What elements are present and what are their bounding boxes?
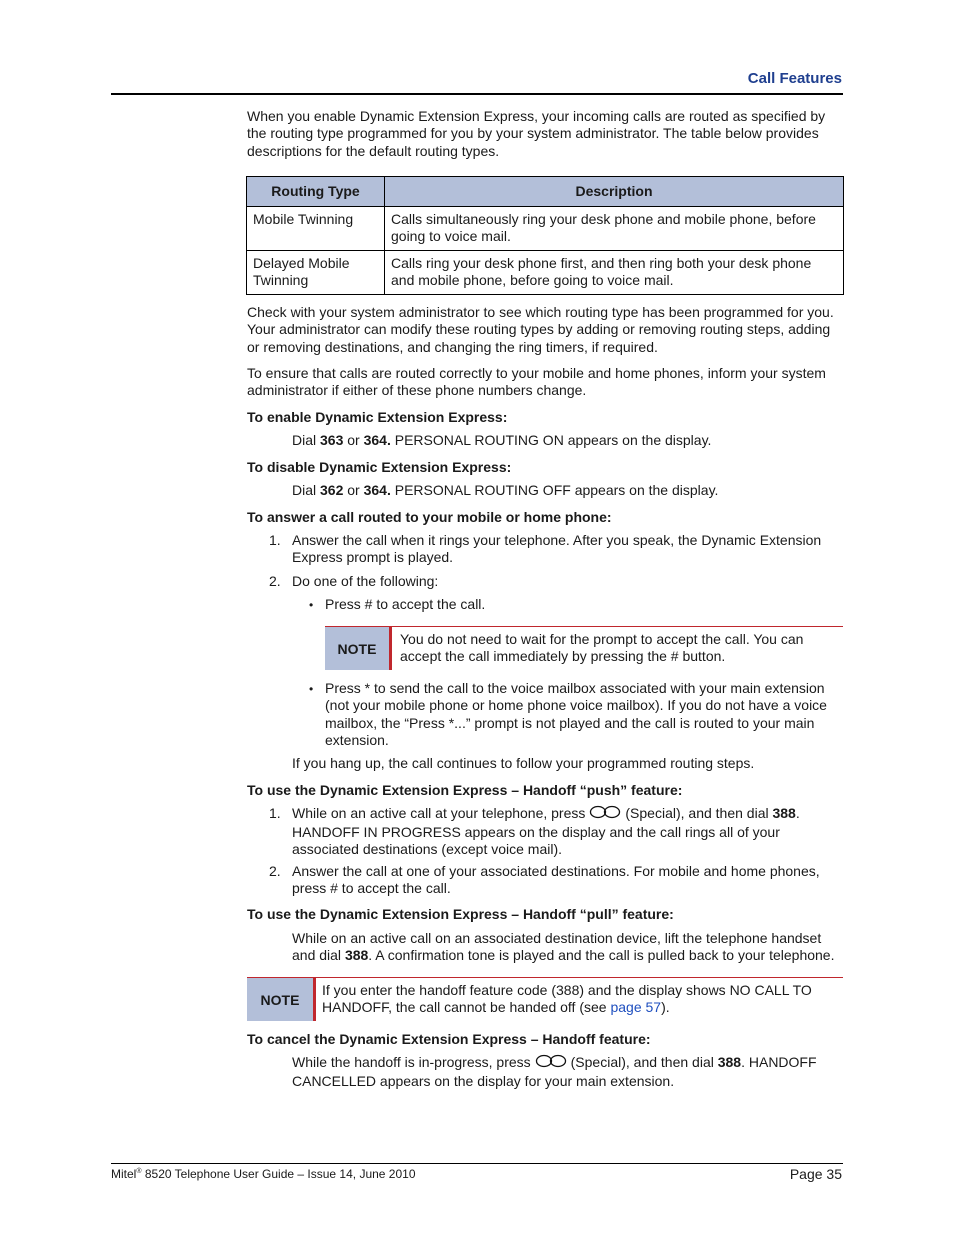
bullet-marker: •	[309, 682, 314, 696]
step-number: 2.	[269, 863, 281, 879]
table-row	[247, 250, 844, 294]
intro-paragraph: When you enable Dynamic Extension Express, your incoming calls are routed as specified by the routing type programmed for you by your system administrator. The table below provides descriptions for the default routing types.	[247, 108, 826, 159]
answer-step-2: Do one of the following:	[292, 573, 439, 589]
note-label: NOTE	[247, 978, 316, 1021]
step-number: 1.	[269, 532, 281, 548]
bullet-marker: •	[309, 598, 314, 612]
section-title: Call Features	[747, 70, 842, 87]
admin-paragraph: Check with your system administrator to see which routing type has been programmed for you. Your administrator can modify these routing types by adding or removing routing steps, adding or removing destinations, and changing the ring timers, if required.	[247, 304, 834, 355]
cancel-heading: To cancel the Dynamic Extension Express – Handoff feature:	[247, 1031, 651, 1047]
header-rule	[111, 93, 843, 95]
page-number: Page 35	[789, 1166, 842, 1182]
answer-bullet-2: Press * to send the call to the voice mailbox associated with your main extension (not your mobile phone or home phone voice mailbox). If you do not have a voice mailbox, the “Press *...” prompt is not played and the call is routed to your main extension.	[325, 680, 827, 749]
routing-type-cell: Delayed Mobile Twinning	[247, 250, 385, 294]
note-text: If you enter the handoff feature code (388) and the display shows NO CALL TO HANDOFF, the call cannot be handed off (see page 57).	[322, 982, 812, 1016]
answer-step-1: Answer the call when it rings your telephone. After you speak, the Dynamic Extension Express prompt is played.	[292, 532, 822, 566]
step-number: 2.	[269, 573, 281, 589]
push-heading: To use the Dynamic Extension Express – Handoff “push” feature:	[247, 782, 683, 798]
note-box	[247, 977, 843, 1021]
pull-instruction: While on an active call on an associated destination device, lift the telephone handset and dial 388. A confirmation tone is played and the call is pulled back to your telephone.	[292, 930, 835, 964]
push-step-2: Answer the call at one of your associated destinations. For mobile and home phones, press # to accept the call.	[292, 863, 820, 897]
description-cell: Calls ring your desk phone first, and then ring both your desk phone and mobile phone, before going to voice mail.	[385, 250, 844, 294]
pull-heading: To use the Dynamic Extension Express – Handoff “pull” feature:	[247, 906, 674, 922]
phone-numbers-paragraph: To ensure that calls are routed correctly to your mobile and home phones, inform your system administrator if either of these phone numbers change.	[247, 365, 826, 399]
table-header-routing-type: Routing Type	[247, 177, 385, 207]
note-box	[325, 626, 843, 670]
hangup-note: If you hang up, the call continues to follow your programmed routing steps.	[292, 755, 755, 771]
push-step-1: While on an active call at your telephone, press (Special), and then dial 388. HANDOFF IN PROGRESS appears on the display and the call rings all of your associated destinations (except voice mail).	[292, 805, 800, 857]
footer-rule	[111, 1163, 843, 1164]
routing-type-cell: Mobile Twinning	[247, 207, 385, 251]
disable-instruction: Dial 362 or 364. PERSONAL ROUTING OFF appears on the display.	[292, 482, 719, 498]
special-key-icon	[589, 805, 621, 823]
routing-types-table	[246, 176, 844, 295]
note-label: NOTE	[325, 627, 392, 670]
page-57-link[interactable]: page 57	[610, 999, 662, 1016]
answer-heading: To answer a call routed to your mobile or home phone:	[247, 509, 612, 525]
special-key-icon	[535, 1054, 567, 1072]
table-header-description: Description	[385, 177, 844, 207]
enable-instruction: Dial 363 or 364. PERSONAL ROUTING ON appears on the display.	[292, 432, 712, 448]
enable-heading: To enable Dynamic Extension Express:	[247, 409, 508, 425]
note-text: You do not need to wait for the prompt to accept the call. You can accept the call immediately by pressing the # button.	[400, 631, 804, 665]
footer-document-title: Mitel® 8520 Telephone User Guide – Issue 14, June 2010	[111, 1167, 416, 1181]
step-number: 1.	[269, 805, 281, 821]
answer-bullet-1: Press # to accept the call.	[325, 596, 486, 612]
description-cell: Calls simultaneously ring your desk phone and mobile phone, before going to voice mail.	[385, 207, 844, 251]
cancel-instruction: While the handoff is in-progress, press (Special), and then dial 388. HANDOFF CANCELLED appears on the display for your main extension.	[292, 1054, 817, 1089]
table-row	[247, 207, 844, 251]
disable-heading: To disable Dynamic Extension Express:	[247, 459, 512, 475]
